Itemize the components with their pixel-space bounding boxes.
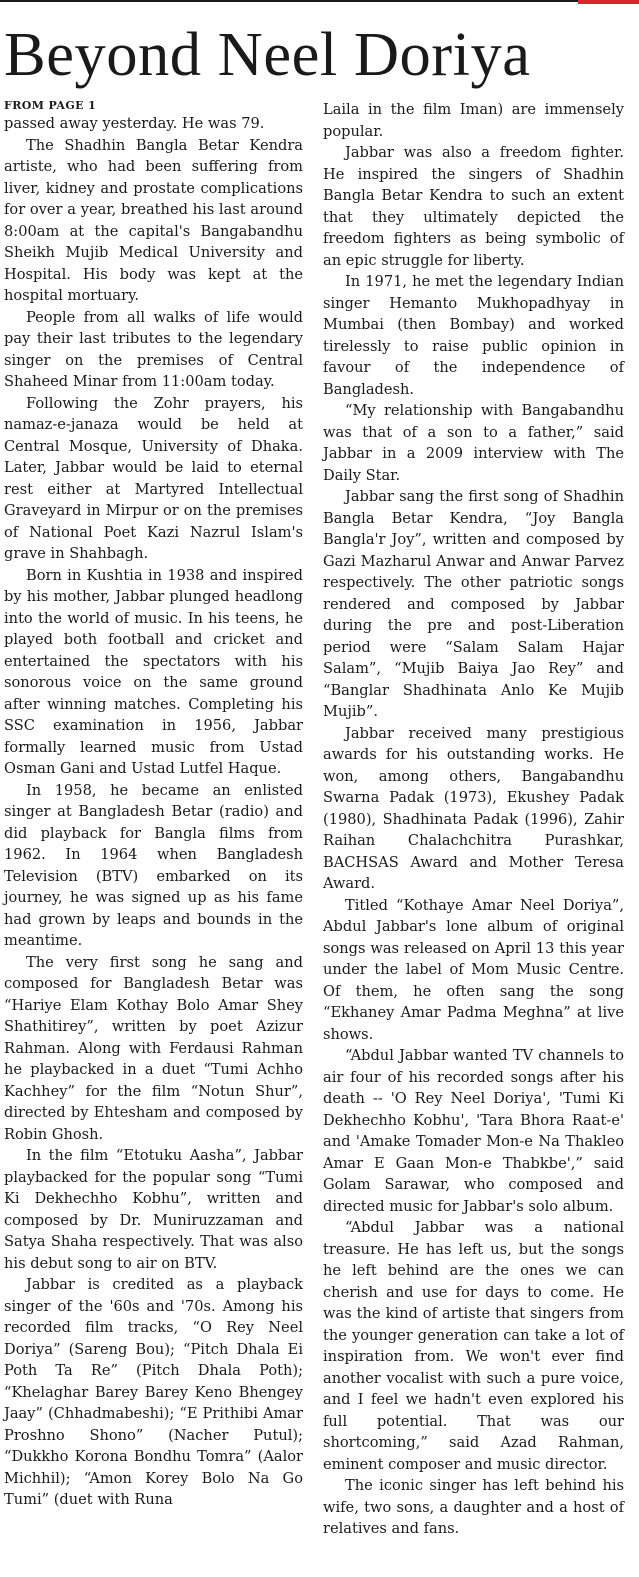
paragraph: Jabbar is credited as a playback singer of the '60s and '70s. Among his recorded film tracks, “O Rey Neel Doriya” (Sareng Bou); “Pitch Dhala Ei Poth Ta Re” (Pitch Dhala Poth); “Khelaghar Barey Barey Keno Bhengey Jaay” (Chhadmabeshi); “E Prithibi Amar Proshno Shono” (Nacher Putul); “Dukkho Korona Bondhu Tomra” (Aalor Michhil); “Amon Korey Bolo Na Go Tumi” (duet with Runa [4, 1276, 303, 1508]
paragraph: The iconic singer has left behind his wife, two sons, a daughter and a host of relatives and fans. [323, 1477, 624, 1537]
paragraph: Jabbar received many prestigious awards for his outstanding works. He won, among others, Bangabandhu Swarna Padak (1973), Ekushey Padak (1980), Shadhinata Padak (1996), Zahir Raihan Chalachchitra Purashkar, BACHSAS Award and Mother Teresa Award. [323, 724, 624, 892]
paragraph: The very first song he sang and composed for Bangladesh Betar was “Hariye Elam Kothay Bolo Amar Shey Shathitirey”, written by poet Azizur Rahman. Along with Ferdausi Rahman he playbacked in a duet “Tumi Achho Kachhey” for the film “Notun Shur”, directed by Ehtesham and composed by Robin Ghosh. [4, 953, 303, 1143]
paragraph: Following the Zohr prayers, his namaz-e-janaza would be held at Central Mosque, University of Dhaka. Later, Jabbar would be laid to eternal rest either at Martyred Intellectual Graveyard in Mirpur or on the premises of National Poet Kazi Nazrul Islam's grave in Shahbagh. [4, 394, 303, 562]
accent-bar [578, 0, 639, 4]
paragraph: Born in Kushtia in 1938 and inspired by his mother, Jabbar plunged headlong into the world of music. In his teens, he played both football and cricket and entertained the spectators with his sonorous voice on the same ground after winning matches. Completing his SSC examination in 1956, Jabbar formally learned music from Ustad Osman Gani and Ustad Lutfel Haque. [4, 566, 303, 777]
paragraph: In the film “Etotuku Aasha”, Jabbar playbacked for the popular song “Tumi Ki Dekhechho Kobhu”, written and composed by Dr. Muniruzzaman and Satya Shaha respectively. That was also his debut song to air on BTV. [4, 1147, 303, 1272]
paragraph: “Abdul Jabbar was a national treasure. He has left us, but the songs he left behind are the ones we can cherish and use for days to come. He was the kind of artiste that singers from the younger generation can take a lot of inspiration from. We won't ever find another vocalist with such a pure voice, and I feel we hadn't even explored his full potential. That was our shortcoming,” said Azad Rahman, eminent composer and music director. [323, 1219, 624, 1473]
paragraph: “Abdul Jabbar wanted TV channels to air four of his recorded songs after his death -- 'O Rey Neel Doriya', 'Tumi Ki Dekhechho Kobhu', 'Tara Bhora Raat-e' and 'Amake Tomader Mon-e Na Thakleo Amar E Gaan Mon-e Thabkbe',” said Golam Sarawar, who composed and directed music for Jabbar's solo album. [323, 1047, 624, 1215]
paragraph: In 1971, he met the legendary Indian singer Hemanto Mukhopadhyay in Mumbai (then Bombay) and worked tirelessly to raise public opinion in favour of the independence of Bangladesh. [323, 273, 624, 398]
paragraph: People from all walks of life would pay their last tributes to the legendary singer on the premises of Central Shaheed Minar from 11:00am today. [4, 308, 303, 390]
article-column-left [4, 99, 303, 1511]
paragraph: “My relationship with Bangabandhu was that of a son to a father,” said Jabbar in a 2009 interview with The Daily Star. [323, 402, 624, 484]
paragraph: passed away yesterday. He was 79. [4, 115, 265, 132]
paragraph: Titled “Kothaye Amar Neel Doriya”, Abdul Jabbar's lone album of original songs was released on April 13 this year under the label of Mom Music Centre. Of them, he often sang the song “Ekhaney Amar Padma Meghna” at live shows. [323, 896, 624, 1043]
paragraph: Jabbar was also a freedom fighter. He inspired the singers of Shadhin Bangla Betar Kendra to such an extent that they ultimately depicted the freedom fighters as being symbolic of an epic struggle for liberty. [323, 144, 624, 269]
paragraph: In 1958, he became an enlisted singer at Bangladesh Betar (radio) and did playback for Bangla films from 1962. In 1964 when Bangladesh Television (BTV) embarked on its journey, he was signed up as his fame had grown by leaps and bounds in the meantime. [4, 781, 303, 949]
kicker: FROM PAGE 1 [4, 99, 97, 112]
headline: Beyond Neel Doriya [4, 19, 531, 89]
paragraph: The Shadhin Bangla Betar Kendra artiste, who had been suffering from liver, kidney and prostate complications for over a year, breathed his last around 8:00am at the capital's Bangabandhu Sheikh Mujib Medical University and Hospital. His body was kept at the hospital mortuary. [4, 136, 303, 304]
top-rule [0, 0, 639, 2]
paragraph: Jabbar sang the first song of Shadhin Bangla Betar Kendra, “Joy Bangla Bangla'r Joy”, written and composed by Gazi Mazharul Anwar and Anwar Parvez respectively. The other patriotic songs rendered and composed by Jabbar during the pre and post-Liberation period were “Salam Salam Hajar Salam”, “Mujib Baiya Jao Rey” and “Banglar Shadhinata Anlo Ke Mujib Mujib”. [323, 488, 624, 720]
article-column-right [323, 99, 624, 1540]
paragraph: Laila in the film Iman) are immensely popular. [323, 101, 624, 140]
